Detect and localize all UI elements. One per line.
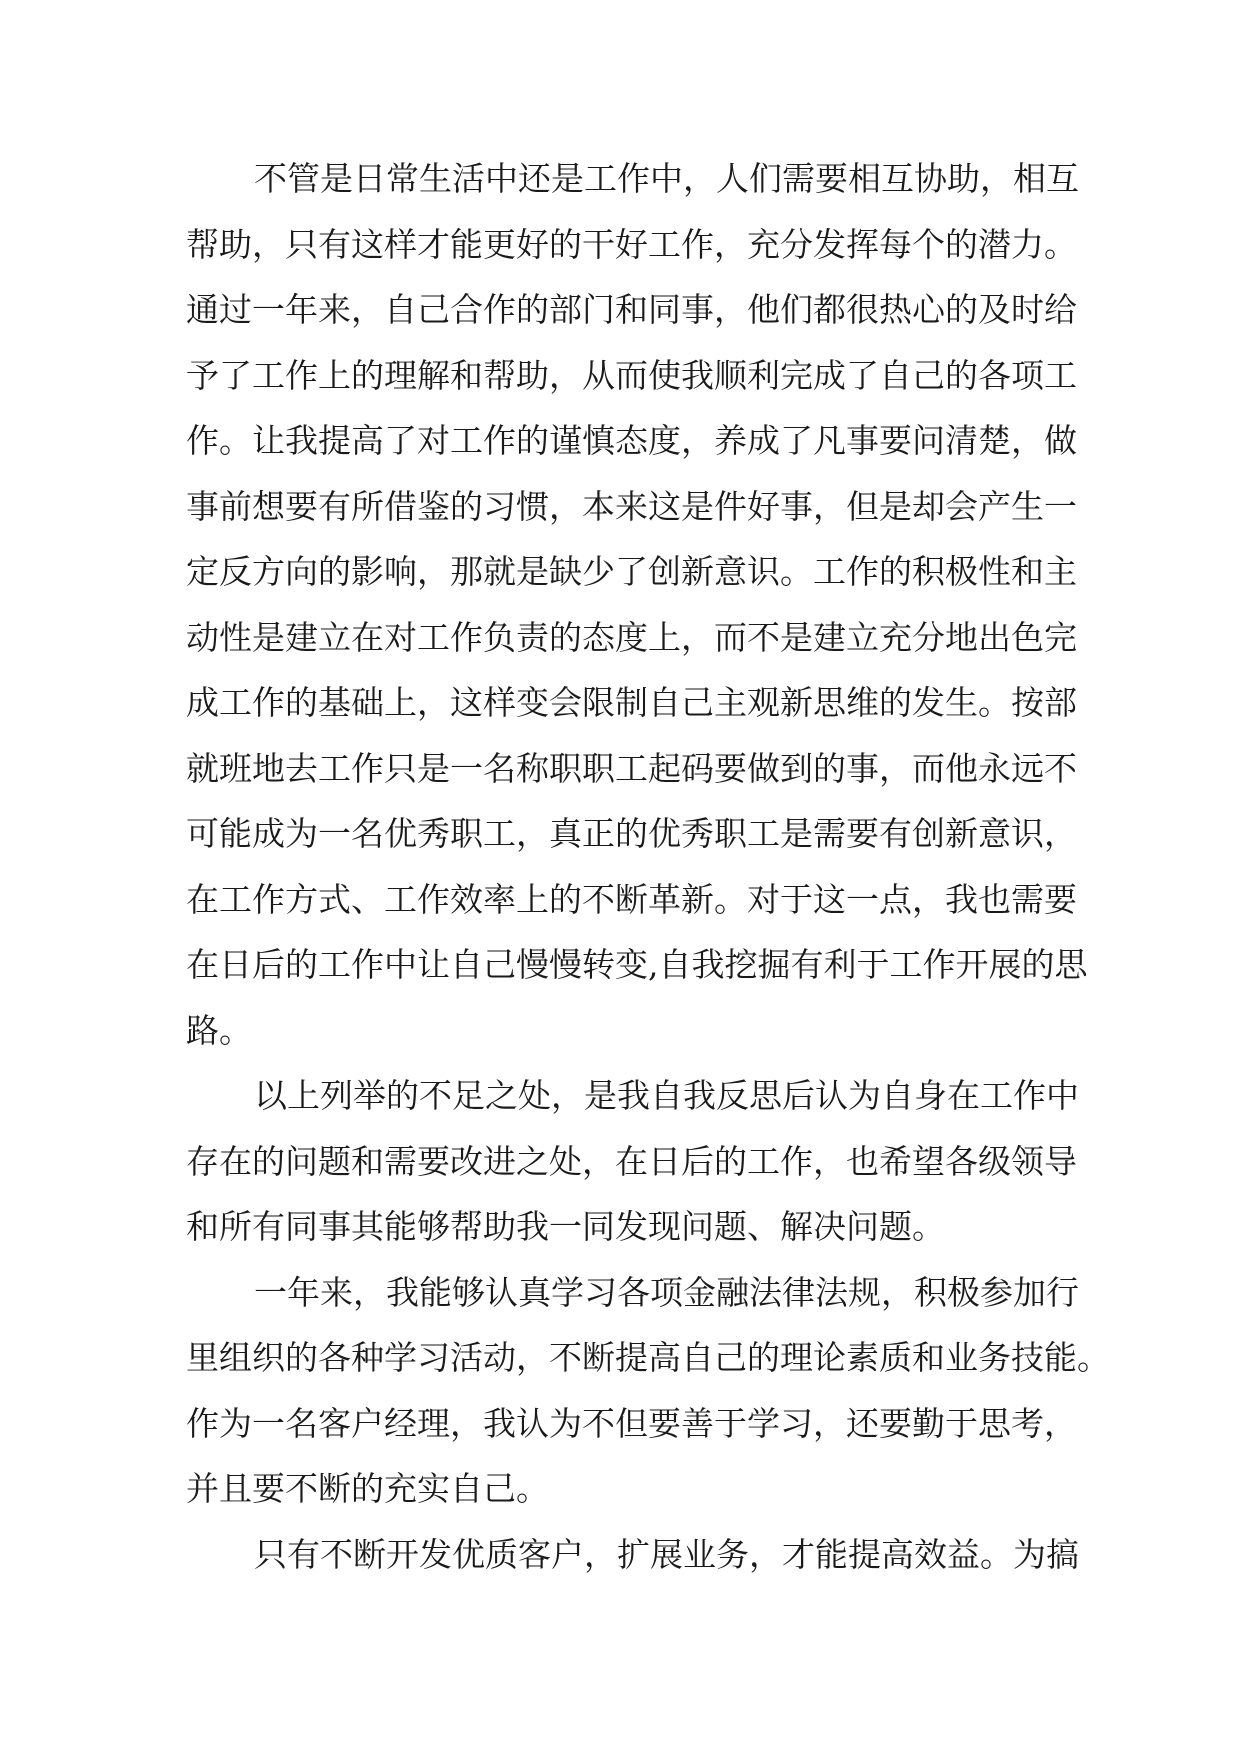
paragraph-4-line-1: 只有不断开发优质客户，扩展业务，才能提高效益。为搞 — [254, 1534, 1079, 1574]
paragraph-1-line-11: 可能成为一名优秀职工，真正的优秀职工是需要有创新意识， — [186, 814, 1077, 853]
paragraph-1-line-6: 事前想要有所借鉴的习惯，本来这是件好事，但是却会产生一 — [186, 486, 1077, 526]
paragraph-1-line-2: 帮助，只有这样才能更好的干好工作，充分发挥每个的潜力。 — [186, 224, 1077, 264]
paragraph-3-line-4: 并且要不断的充实自己。 — [186, 1469, 549, 1508]
paragraph-1-line-10: 就班地去工作只是一名称职职工起码要做到的事，而他永远不 — [186, 748, 1077, 788]
paragraph-1-line-5: 作。让我提高了对工作的谨慎态度，养成了凡事要问清楚，做 — [186, 421, 1077, 460]
paragraph-1-line-7: 定反方向的影响，那就是缺少了创新意识。工作的积极性和主 — [186, 552, 1077, 591]
paragraph-1-line-13: 在日后的工作中让自己慢慢转变,自我挖掘有利于工作开展的思 — [186, 945, 1088, 984]
paragraph-1-line-14: 路。 — [186, 1010, 252, 1050]
paragraph-3-line-3: 作为一名客户经理，我认为不但要善于学习，还要勤于思考， — [186, 1403, 1077, 1443]
paragraph-1-line-4: 予了工作上的理解和帮助，从而使我顺利完成了自己的各项工 — [186, 355, 1077, 395]
paragraph-2-line-2: 存在的问题和需要改进之处，在日后的工作，也希望各级领导 — [186, 1141, 1077, 1181]
paragraph-1-line-8: 动性是建立在对工作负责的态度上，而不是建立充分地出色完 — [186, 617, 1077, 657]
paragraph-3-line-1: 一年来，我能够认真学习各项金融法律法规，积极参加行 — [254, 1272, 1079, 1312]
paragraph-3-line-2: 里组织的各种学习活动，不断提高自己的理论素质和业务技能。 — [186, 1338, 1110, 1377]
paragraph-1-line-12: 在工作方式、工作效率上的不断革新。对于这一点，我也需要 — [186, 879, 1077, 919]
paragraph-1-line-3: 通过一年来，自己合作的部门和同事，他们都很热心的及时给 — [186, 290, 1077, 329]
paragraph-2-line-3: 和所有同事其能够帮助我一同发现问题、解决问题。 — [186, 1207, 945, 1246]
paragraph-1-line-9: 成工作的基础上，这样变会限制自己主观新思维的发生。按部 — [186, 683, 1077, 722]
body-text — [186, 146, 1110, 1587]
paragraph-2-line-1: 以上列举的不足之处，是我自我反思后认为自身在工作中 — [254, 1076, 1079, 1115]
paragraph-1-line-1: 不管是日常生活中还是工作中，人们需要相互协助，相互 — [254, 159, 1079, 198]
